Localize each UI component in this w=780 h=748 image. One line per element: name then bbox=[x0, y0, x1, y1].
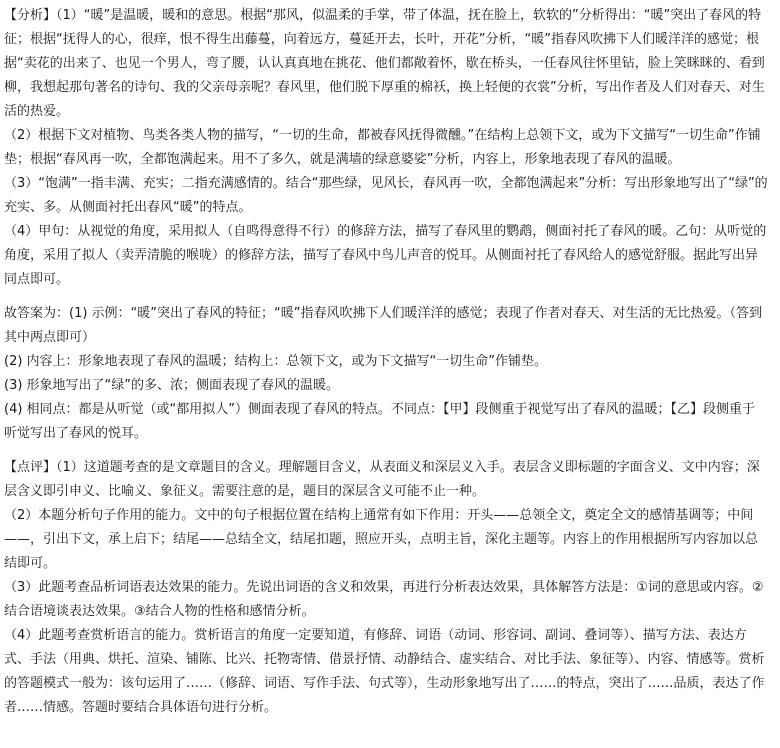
answer-line-2: (2) 内容上：形象地表现了春风的温暖；结构上：总领下文，或为下文描写“一切生命”作铺垫。 bbox=[4, 354, 548, 369]
section-gap bbox=[4, 292, 768, 302]
comment-paragraph-4: （4）此题考查赏析语言的能力。赏析语言的角度一定要知道，有修辞、词语（动词、形容词、副词、叠词等）、描写方法、表达方式、手法（用典、烘托、渲染、铺陈、比兴、托物寄情、借景抒情、动静结合、虚实结合、对比手法、象征等）、内容、情感等。赏析的答题模式一般为：该句运用了……（修辞、词语、写作手法、句式等），生动形象地写出了……的特点，突出了……品质，表达了作者……情感。答题时要结合具体语句进行分析。 bbox=[4, 628, 765, 715]
analysis-paragraph-3: （3）“饱满”一指丰满、充实；二指充满感情的。结合“那些绿，见风长，春风再一吹，全都饱满起来”分析：写出形象地写出了“绿”的充实、多。从侧面衬托出春风“暖”的特点。 bbox=[4, 176, 768, 215]
analysis-section bbox=[4, 4, 768, 292]
answer-line-4: (4) 相同点：都是从听觉（或“都用拟人”）侧面表现了春风的特点。不同点：【甲】段侧重于视觉写出了春风的温暖；【乙】段侧重于听觉写出了春风的悦耳。 bbox=[4, 402, 756, 441]
comment-paragraph-2: （2）本题分析句子作用的能力。文中的句子根据位置在结构上通常有如下作用：开头——总领全文，奠定全文的感情基调等；中间——，引出下文，承上启下；结尾——总结全文，结尾扣题，照应开头，点明主旨，深化主题等。内容上的作用根据所写内容加以总结即可。 bbox=[4, 508, 759, 571]
comment-section bbox=[4, 456, 768, 720]
analysis-paragraph-1: 【分析】（1）“暖”是温暖，暖和的意思。根据“那风，似温柔的手掌，带了体温，抚在脸上，软软的”分析得出：“暖”突出了春风的特征；根据“抚得人的心，很痒，恨不得生出藤蔓，向着远方，蔓延开去，长叶，开花”分析，“暖”指春风吹拂下人们暖洋洋的感觉；根据“卖花的出来了、也见一个男人，弯了腰，认认真真地在挑花、他们都敞着怀，歇在桥头，一任春风往怀里钻，脸上笑眯眯的、看到柳，我想起那句著名的诗句、我的父亲母亲呢？春风里，他们脱下厚重的棉袄，换上轻便的衣裳”分析，写出作者及人们对春天、对生活的热爱。 bbox=[4, 8, 765, 119]
answer-line-1: 故答案为：(1) 示例：“暖”突出了春风的特征；“暖”指春风吹拂下人们暖洋洋的感觉；表现了作者对春天、对生活的无比热爱。（答到其中两点即可） bbox=[4, 306, 762, 345]
answer-line-3: (3) 形象地写出了“绿”的多、浓；侧面表现了春风的温暖。 bbox=[4, 378, 340, 393]
section-gap bbox=[4, 446, 768, 456]
comment-paragraph-3: （3）此题考查品析词语表达效果的能力。先说出词语的含义和效果，再进行分析表达效果，具体解答方法是：①词的意思或内容。②结合语境谈表达效果。③结合人物的性格和感情分析。 bbox=[4, 580, 764, 619]
comment-paragraph-1: 【点评】（1）这道题考查的是文章题目的含义。理解题目含义，从表面义和深层义入手。表层含义即标题的字面含义、文中内容；深层含义即引申义、比喻义、象征义。需要注意的是，题目的深层含义可能不止一种。 bbox=[4, 460, 760, 499]
analysis-paragraph-4: （4）甲句：从视觉的角度，采用拟人（自鸣得意得不行）的修辞方法，描写了春风里的鹦鹉，侧面衬托了春风的暖。乙句：从听觉的角度，采用了拟人（卖弄清脆的喉咙）的修辞方法，描写了春风中鸟儿声音的悦耳。从侧面衬托了春风给人的感觉舒服。据此写出异同点即可。 bbox=[4, 224, 767, 287]
analysis-paragraph-2: （2）根据下文对植物、鸟类各类人物的描写，“一切的生命，都被春风抚得微醺。”在结构上总领下文，或为下文描写“一切生命”作铺垫；根据“春风再一吹，全都饱满起来。用不了多久，就是满墙的绿意婆娑”分析，内容上，形象地表现了春风的温暖。 bbox=[4, 128, 761, 167]
answer-section bbox=[4, 302, 768, 446]
